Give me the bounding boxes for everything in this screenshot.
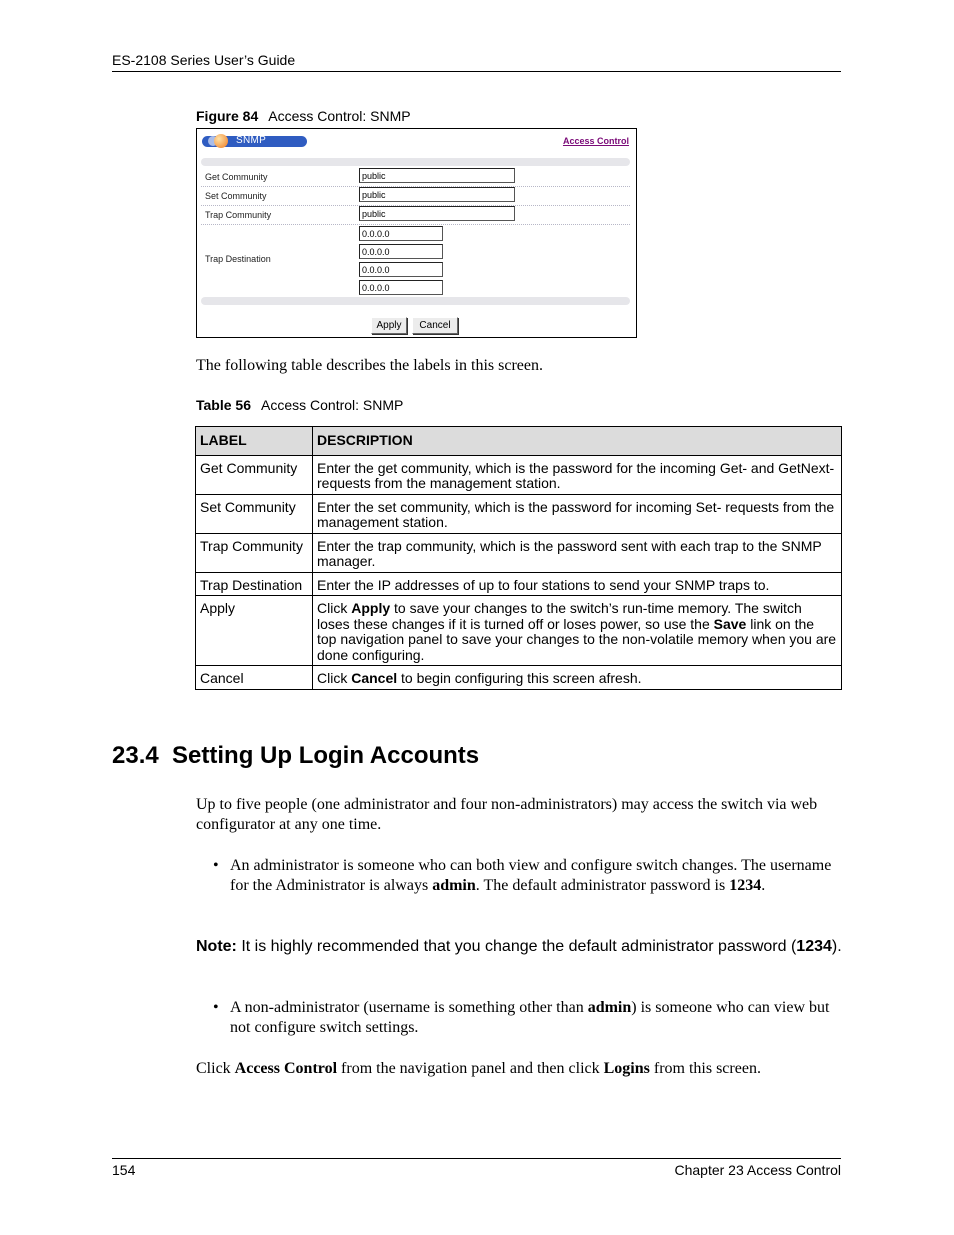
- row-description: Enter the trap community, which is the password sent with each trap to the SNMP manager.: [313, 533, 842, 572]
- row-description: [313, 666, 842, 690]
- row-label: Set Community: [196, 494, 313, 533]
- bold-term: 1234: [729, 877, 762, 894]
- page-number: 154: [112, 1162, 136, 1178]
- text-run: Click: [317, 600, 352, 616]
- trap-destination-label: Trap Destination: [205, 254, 271, 264]
- table-number: Table 56: [196, 397, 251, 413]
- row-description: Enter the set community, which is the password for incoming Set- requests from the management station.: [313, 494, 842, 533]
- trap-destination-input-4[interactable]: 0.0.0.0: [359, 280, 443, 295]
- get-community-label: Get Community: [205, 172, 268, 182]
- text-run: An administrator is someone who can both view and configure switch changes. The username for the Administrator is always: [230, 857, 832, 894]
- text-run: A non-administrator (username is something other than: [230, 999, 588, 1016]
- trap-community-row: [201, 205, 630, 225]
- set-community-row: [201, 186, 630, 206]
- figure-title: Access Control: SNMP: [268, 108, 411, 124]
- table-row: [196, 455, 842, 494]
- row-label: Cancel: [196, 666, 313, 690]
- text-run: link on the top navigation panel to save your changes to the non-volatile memory when you are done configuring.: [317, 615, 837, 663]
- description-table: [195, 426, 842, 690]
- row-description: [313, 596, 842, 666]
- bold-term: Logins: [603, 1060, 650, 1077]
- table-header-row: [196, 427, 842, 456]
- bold-term: Cancel: [351, 670, 398, 686]
- apply-button[interactable]: Apply: [371, 317, 407, 334]
- text-run: to save your changes to the switch’s run-time memory. The switch loses these changes if it is turned off or loses power, so use the: [317, 600, 802, 632]
- section-title-bar: [202, 136, 307, 147]
- trap-community-label: Trap Community: [205, 210, 272, 220]
- text-run: from this screen.: [649, 1060, 761, 1077]
- section-title: SNMP: [236, 135, 267, 146]
- footer-rule: [112, 1158, 841, 1159]
- snmp-screenshot: [196, 128, 637, 338]
- bullet-marker: •: [213, 857, 219, 874]
- set-community-input[interactable]: public: [359, 187, 515, 202]
- bold-term: admin: [432, 877, 476, 894]
- row-label: Get Community: [196, 455, 313, 494]
- label-header: LABEL: [196, 427, 313, 456]
- table-row: [196, 572, 842, 596]
- bottom-band: [201, 297, 630, 305]
- text-run: to begin configuring this screen afresh.: [397, 670, 642, 686]
- orb-icon: [214, 134, 228, 148]
- bold-term: Apply: [351, 600, 391, 616]
- get-community-row: [201, 167, 630, 187]
- text-run: Click: [317, 670, 352, 686]
- text-run: from the navigation panel and then click: [337, 1060, 604, 1077]
- top-band: [201, 158, 630, 166]
- section-paragraph: Up to five people (one administrator and four non-administrators) may access the switch via web configurator at any one time.: [196, 796, 818, 833]
- cancel-button[interactable]: Cancel: [412, 317, 458, 334]
- note-label: Note:: [196, 938, 237, 955]
- text-run: ).: [831, 938, 842, 955]
- figure-caption: [196, 108, 411, 124]
- table-caption: [196, 397, 403, 413]
- text-run: It is highly recommended that you change the default administrator password (: [236, 938, 797, 955]
- text-run: ) is someone who can view but not configure switch settings.: [230, 999, 830, 1036]
- bold-term: admin: [587, 999, 632, 1016]
- table-row: [196, 596, 842, 666]
- row-description: Enter the get community, which is the password for the incoming Get- and GetNext- requests from the management station.: [313, 455, 842, 494]
- section-heading: 23.4 Setting Up Login Accounts: [112, 742, 480, 769]
- set-community-label: Set Community: [205, 191, 267, 201]
- bullet-item-admin: [230, 856, 841, 896]
- text-run: .: [761, 877, 766, 894]
- table-title: Access Control: SNMP: [261, 397, 404, 413]
- row-label: Trap Destination: [196, 572, 313, 596]
- chapter-title: Chapter 23 Access Control: [674, 1162, 841, 1178]
- table-row: [196, 666, 842, 690]
- trap-destination-input-3[interactable]: 0.0.0.0: [359, 262, 443, 277]
- running-header: ES-2108 Series User’s Guide: [112, 52, 296, 68]
- bold-term: 1234: [796, 938, 832, 955]
- trap-destination-input-1[interactable]: 0.0.0.0: [359, 226, 443, 241]
- bold-term: Access Control: [234, 1060, 338, 1077]
- get-community-input[interactable]: public: [359, 168, 515, 183]
- text-run: . The default administrator password is: [475, 877, 730, 894]
- closing-paragraph: [196, 1059, 841, 1079]
- row-label: Trap Community: [196, 533, 313, 572]
- table-row: [196, 533, 842, 572]
- intro-text: The following table describes the labels in this screen.: [196, 357, 544, 374]
- table-row: [196, 494, 842, 533]
- note: [196, 936, 842, 957]
- bullet-item-non-admin: [230, 998, 841, 1038]
- row-description: Enter the IP addresses of up to four stations to send your SNMP traps to.: [313, 572, 842, 596]
- bullet-marker: •: [213, 999, 219, 1016]
- figure-number: Figure 84: [196, 108, 259, 124]
- trap-destination-input-2[interactable]: 0.0.0.0: [359, 244, 443, 259]
- row-label: Apply: [196, 596, 313, 666]
- access-control-link[interactable]: Access Control: [562, 136, 629, 146]
- trap-community-input[interactable]: public: [359, 206, 515, 221]
- text-run: Click: [196, 1060, 235, 1077]
- header-rule: [112, 71, 841, 72]
- trap-destination-row: [201, 224, 630, 296]
- description-header: DESCRIPTION: [313, 427, 842, 456]
- bold-term: Save: [713, 615, 747, 632]
